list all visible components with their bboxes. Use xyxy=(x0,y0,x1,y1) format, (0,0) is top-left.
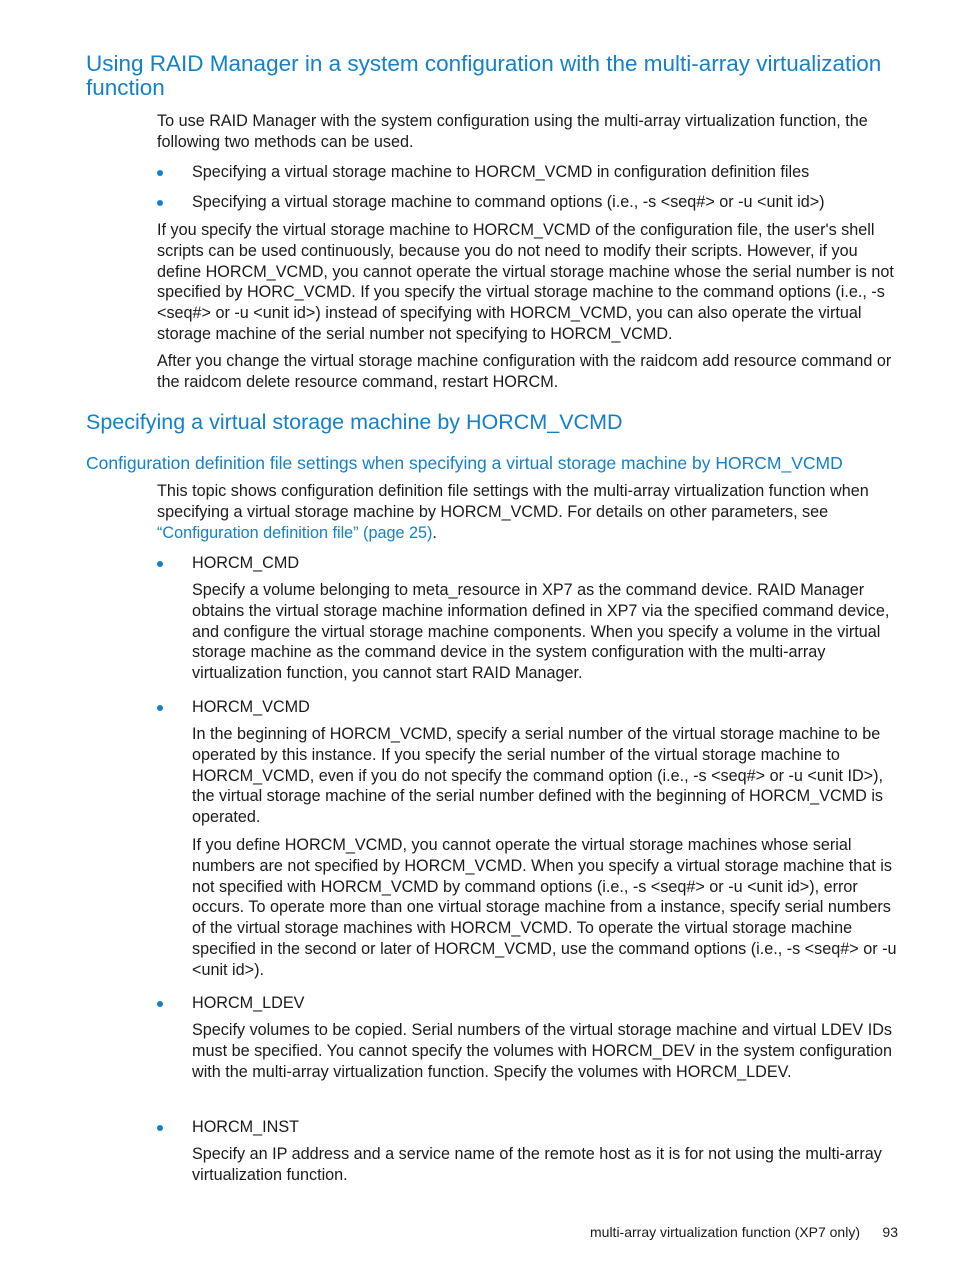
param-desc-horcm-cmd: Specify a volume belonging to meta_resource in XP7 as the command device. RAID Manager obtains the virtual storage machine information defined in XP7 via the specified command device, and configure the virtual storage machine components. When you specify a volume in the virtual storage machine as the command device in the system configuration with the multi-array virtualization function, you cannot start RAID Manager. xyxy=(192,581,890,683)
method-bullet-2: Specifying a virtual storage machine to command options (i.e., -s <seq#> or -u <unit id>) xyxy=(192,193,825,211)
section-heading: Using RAID Manager in a system configuration with the multi-array virtualization function xyxy=(86,51,882,100)
param-desc-horcm-vcmd-2: If you define HORCM_VCMD, you cannot operate the virtual storage machines whose serial numbers are not specified by HORCM_VCMD. When you specify a virtual storage machine that is not specified with HORCM_VCMD by command options (i.e., -s <seq#> or -u <unit id>), error occurs. To operate more than one virtual storage machine from a instance, specify serial numbers of the virtual storage machines with HORCM_VCMD. To operate the virtual storage machine specified in the second or later of HORCM_VCMD, use the command options (i.e., -s <seq#> or -u <unit id>). xyxy=(192,836,897,979)
topic-end: . xyxy=(432,523,437,542)
page-number: 93 xyxy=(882,1224,898,1240)
method-bullet-1: Specifying a virtual storage machine to HORCM_VCMD in configuration definition files xyxy=(192,163,810,181)
after-change-paragraph: After you change the virtual storage machine configuration with the raidcom add resource command or the raidcom delete resource command, restart HORCM. xyxy=(157,352,892,391)
bullet-icon xyxy=(157,561,163,567)
bullet-icon xyxy=(157,170,163,176)
footer-section-title: multi-array virtualization function (XP7 only) xyxy=(590,1224,860,1240)
subsection-heading: Specifying a virtual storage machine by HORCM_VCMD xyxy=(86,410,623,434)
param-desc-horcm-ldev: Specify volumes to be copied. Serial numbers of the virtual storage machine and virtual LDEV IDs must be specified. You cannot specify the volumes with HORCM_DEV in the system configuration with the multi-array virtualization function. Specify the volumes with HORCM_LDEV. xyxy=(192,1021,893,1081)
specify-paragraph: If you specify the virtual storage machine to HORCM_VCMD of the configuration file, the user's shell scripts can be used continuously, because you do not need to modify their scripts. However, if you define HORCM_VCMD, you cannot operate the virtual storage machine whose the serial number is not specified by HORC_VCMD. If you specify the virtual storage machine to the command options (i.e., -s <seq#> or -u <unit id>) instead of specifying with HORCM_VCMD, you can also operate the virtual storage machine of the serial number not specifying to HORCM_VCMD. xyxy=(157,221,894,343)
topic-heading: Configuration definition file settings when specifying a virtual storage machine by HORCM_VCMD xyxy=(86,453,843,473)
param-name-horcm-ldev: HORCM_LDEV xyxy=(192,994,305,1012)
bullet-icon xyxy=(157,1001,163,1007)
param-name-horcm-cmd: HORCM_CMD xyxy=(192,554,300,572)
bullet-icon xyxy=(157,705,163,711)
param-name-horcm-inst: HORCM_INST xyxy=(192,1118,300,1136)
param-desc-horcm-inst: Specify an IP address and a service name of the remote host as it is for not using the multi-array virtualization function. xyxy=(192,1145,882,1184)
bullet-icon xyxy=(157,200,163,206)
param-desc-horcm-vcmd-1: In the beginning of HORCM_VCMD, specify a serial number of the virtual storage machine to be operated by this instance. If you specify the serial number of the virtual storage machine to HORCM_VCMD, even if you do not specify the command option (i.e., -s <seq#> or -u <unit ID>), the virtual storage machine of the serial number defined with the beginning of HORCM_VCMD is operated. xyxy=(192,725,884,827)
bullet-icon xyxy=(157,1125,163,1131)
config-file-link[interactable]: “Configuration definition file” (page 25) xyxy=(157,523,433,542)
topic-paragraph xyxy=(157,481,899,543)
topic-text: This topic shows configuration definition file settings with the multi-array virtualization function when specifying a virtual storage machine by HORCM_VCMD. For details on other parameters, see xyxy=(157,482,869,521)
param-name-horcm-vcmd: HORCM_VCMD xyxy=(192,698,310,716)
intro-paragraph: To use RAID Manager with the system configuration using the multi-array virtualization function, the following two methods can be used. xyxy=(157,112,868,151)
